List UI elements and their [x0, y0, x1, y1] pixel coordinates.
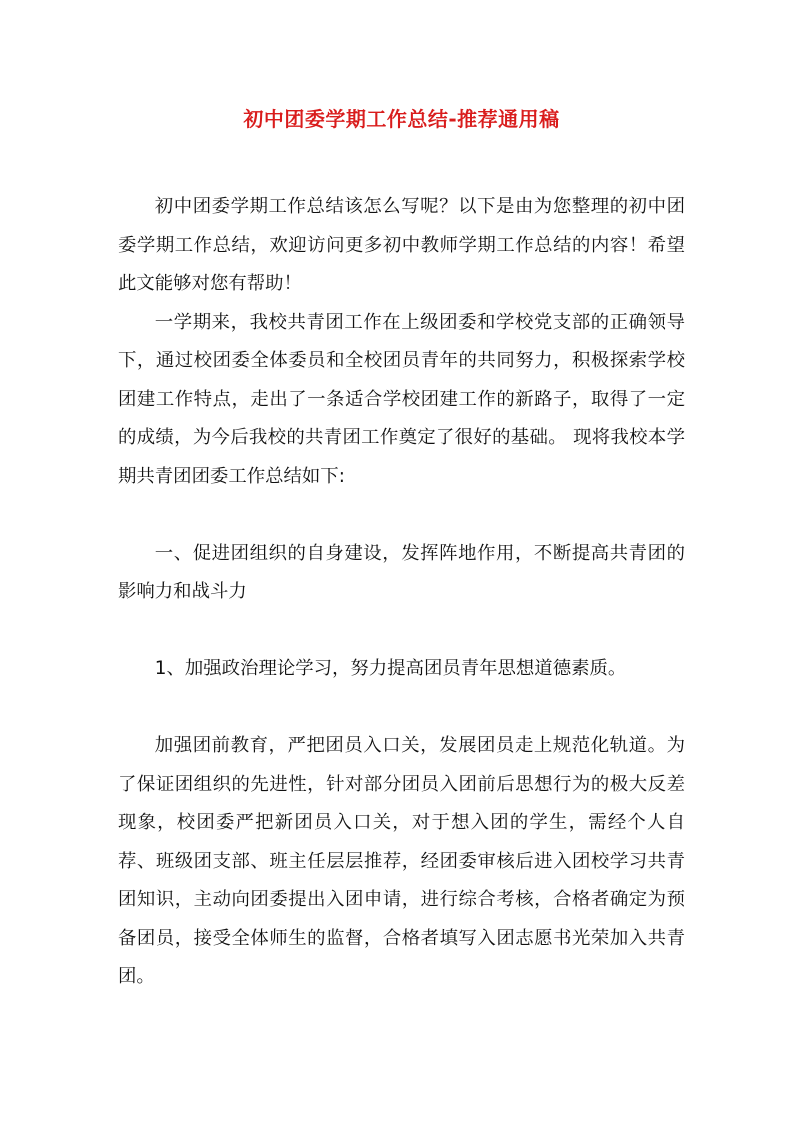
document-title: 初中团委学期工作总结-推荐通用稿 [243, 107, 560, 131]
paragraph-intro: 初中团委学期工作总结该怎么写呢？以下是由为您整理的初中团委学期工作总结，欢迎访问更多初中教师学期工作总结的内容！希望此文能够对您有帮助！ [118, 196, 685, 294]
document-body [118, 188, 685, 997]
paragraph-overview: 一学期来，我校共青团工作在上级团委和学校党支部的正确领导下，通过校团委全体委员和全校团员青年的共同努力，积极探索学校团建工作特点，走出了一条适合学校团建工作的新路子，取得了一定的成绩，为今后我校的共青团工作奠定了很好的基础。 现将我校本学期共青团团委工作总结如下: [118, 311, 685, 487]
paragraph-membership: 加强团前教育，严把团员入口关，发展团员走上规范化轨道。为了保证团组织的先进性，针对部分团员入团前后思想行为的极大反差现象，校团委严把新团员入口关，对于想入团的学生，需经个人自荐、班级团支部、班主任层层推荐，经团委审核后进入团校学习共青团知识，主动向团委提出入团申请，进行综合考核，合格者确定为预备团员，接受全体师生的监督，合格者填写入团志愿书光荣加入共青团。 [118, 735, 685, 987]
subsection-heading-1-1: 1、加强政治理论学习，努力提高团员青年思想道德素质。 [154, 658, 627, 679]
section-heading-1: 一、促进团组织的自身建设，发挥阵地作用，不断提高共青团的影响力和战斗力 [118, 542, 685, 602]
